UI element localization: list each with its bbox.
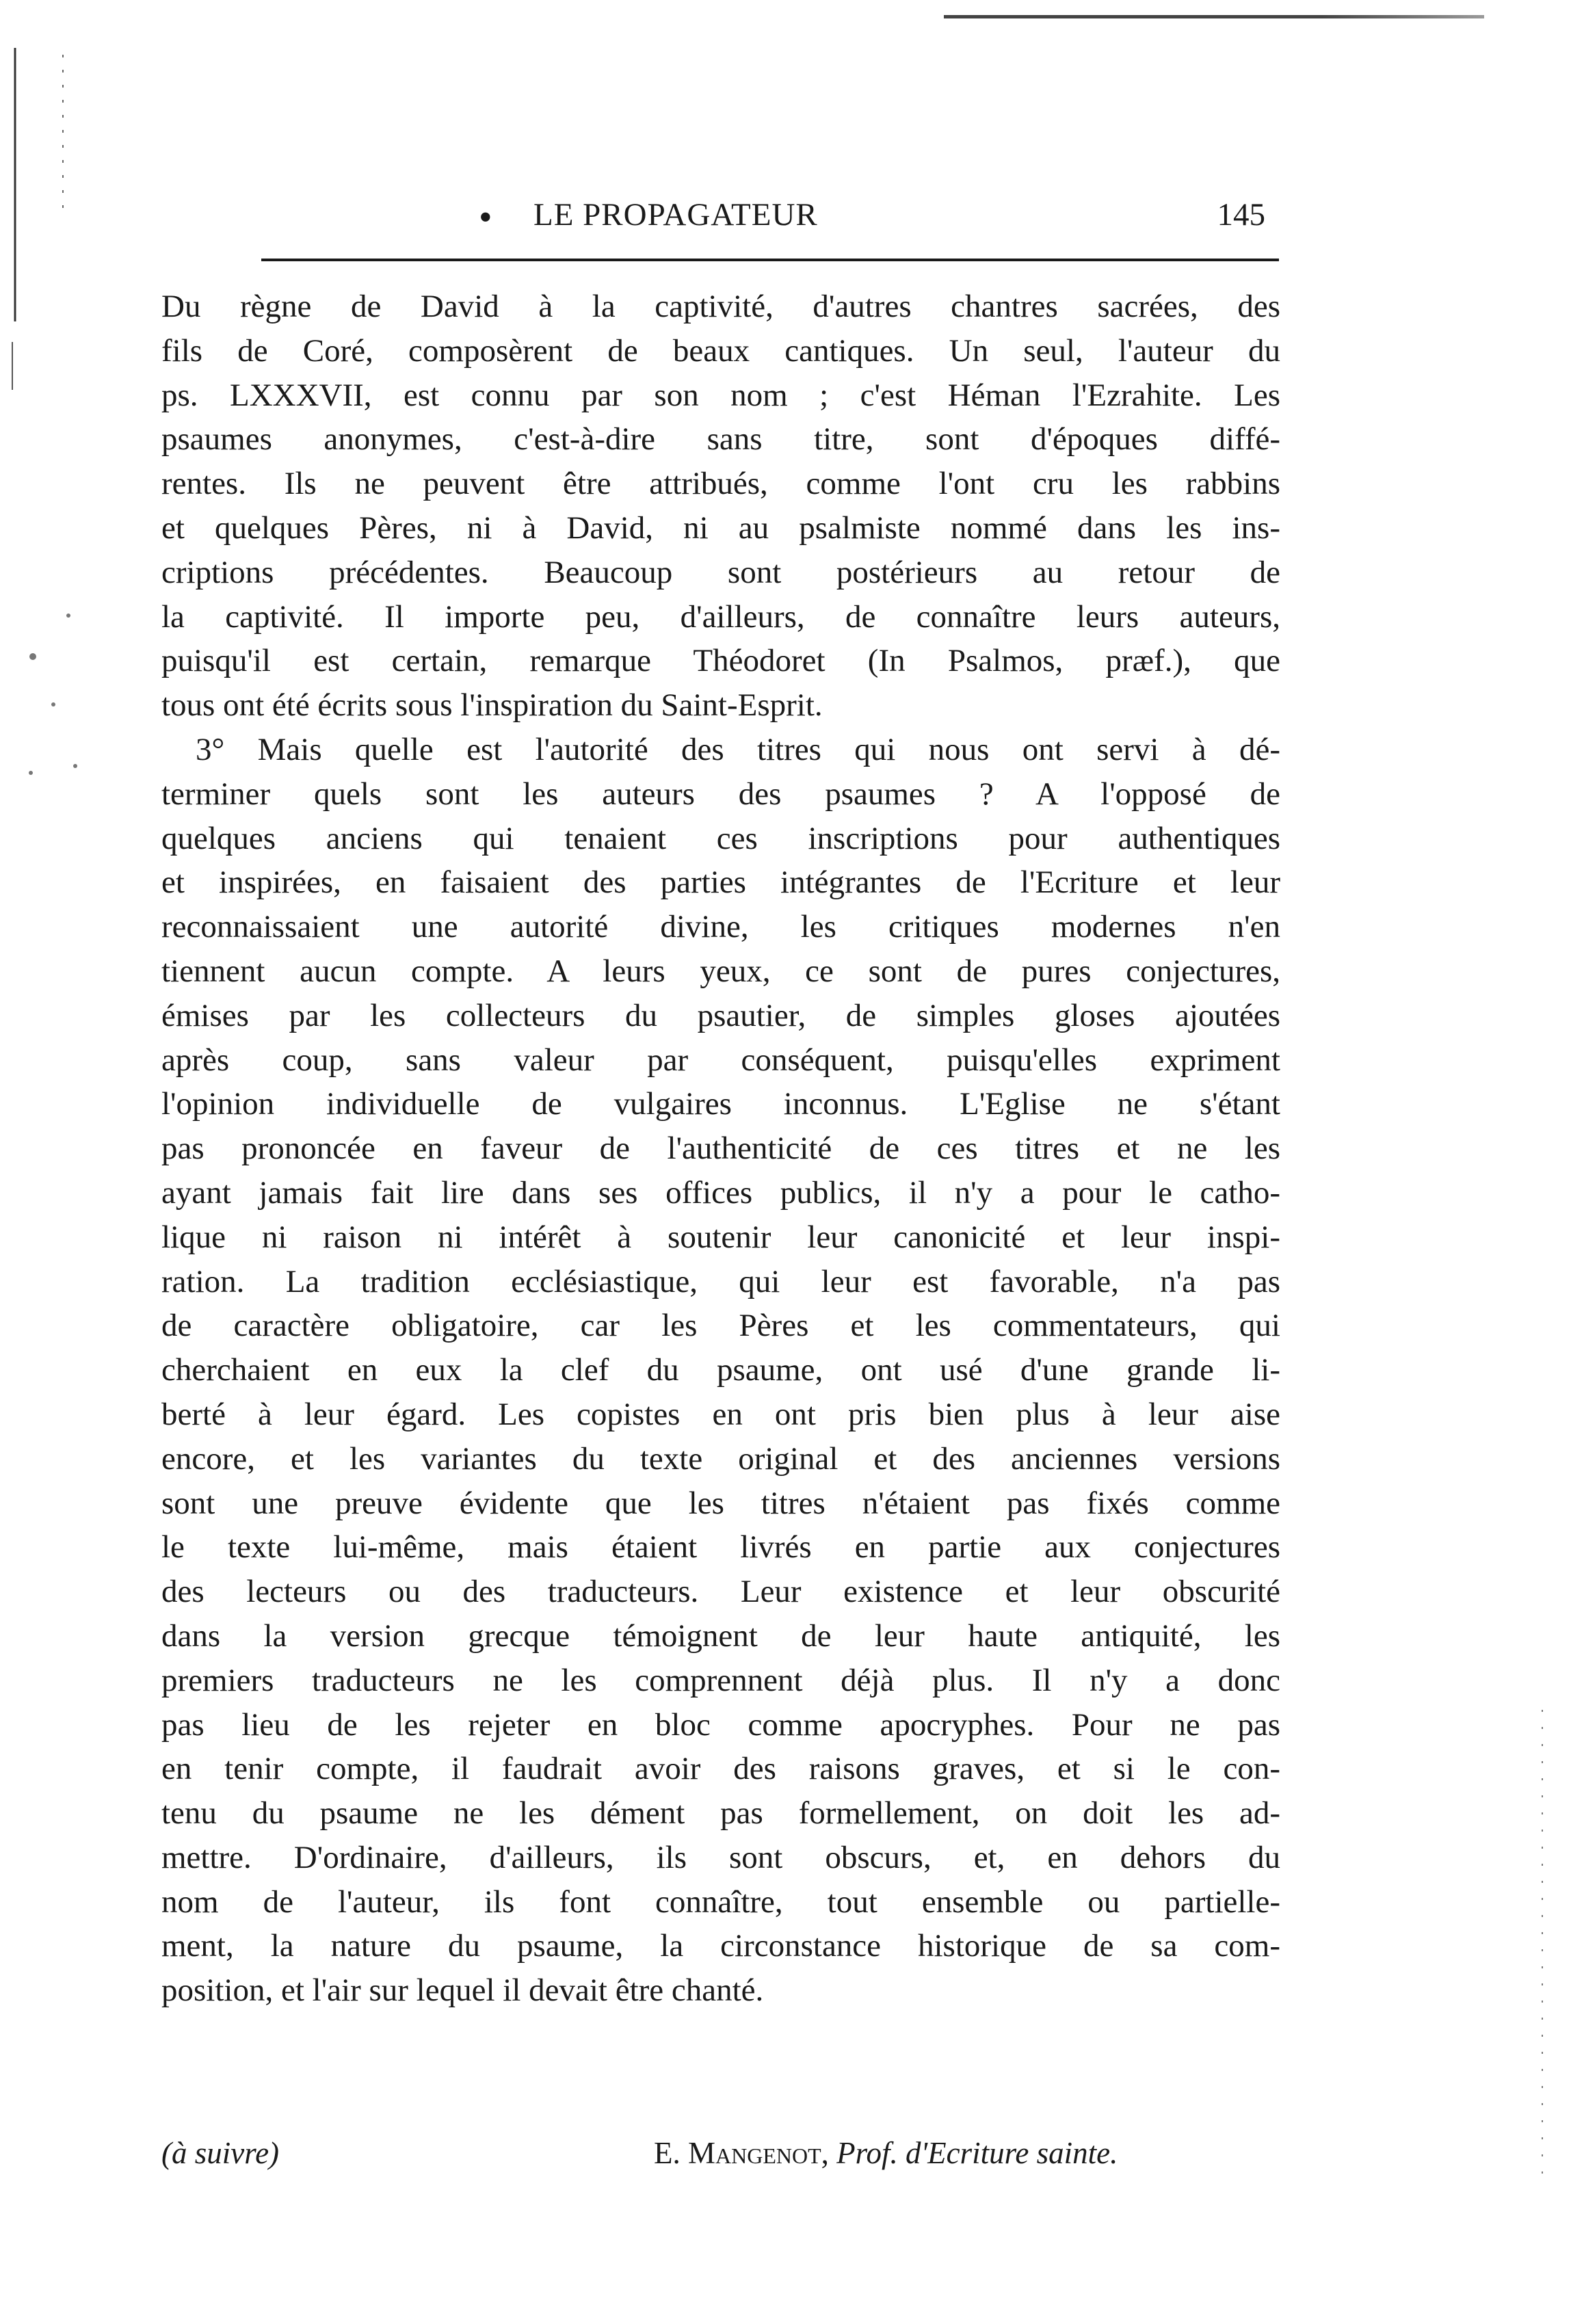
text-line: premiers traducteurs ne les comprennent déjà plus. Il n'y a donc <box>161 1662 1280 1698</box>
text-line: ps. LXXXVII, est connu par son nom ; c'est Héman l'Ezrahite. Les <box>161 377 1280 413</box>
running-header <box>157 185 1279 239</box>
signature-name: Mangenot, <box>688 2136 829 2170</box>
margin-scan-marks <box>0 0 82 2324</box>
text-line: sont une preuve évidente que les titres n'étaient pas fixés comme <box>161 1485 1280 1521</box>
text-line: berté à leur égard. Les copistes en ont pris bien plus à leur aise <box>161 1396 1280 1432</box>
text-line: de caractère obligatoire, car les Pères et les commentateurs, qui <box>161 1308 1280 1344</box>
text-line: Du règne de David à la captivité, d'autres chantres sacrées, des <box>161 289 1280 324</box>
text-line: terminer quels sont les auteurs des psaumes ? A l'opposé de <box>161 776 1280 812</box>
paragraph-2 <box>161 728 1280 2013</box>
header-rule <box>261 259 1279 261</box>
text-line: mettre. D'ordinaire, d'ailleurs, ils sont obscurs, et, en dehors du <box>161 1839 1280 1875</box>
text-line: rentes. Ils ne peuvent être attribués, comme l'ont cru les rabbins <box>161 466 1280 502</box>
text-line: émises par les collecteurs du psautier, de simples gloses ajoutées <box>161 997 1280 1033</box>
text-line: lique ni raison ni intérêt à soutenir leur canonicité et leur inspi- <box>161 1219 1280 1255</box>
text-line: tenu du psaume ne les dément pas formellement, on doit les ad- <box>161 1795 1280 1832</box>
text-line: et quelques Pères, ni à David, ni au psalmiste nommé dans les ins- <box>161 510 1280 546</box>
text-line: ment, la nature du psaume, la circonstance historique de sa com- <box>161 1928 1280 1964</box>
text-line: encore, et les variantes du texte original et des anciennes versions <box>161 1440 1280 1477</box>
text-line: fils de Coré, composèrent de beaux cantiques. Un seul, l'auteur du <box>161 332 1280 369</box>
text-line: ayant jamais fait lire dans ses offices publics, il n'y a pour le catho- <box>161 1174 1280 1211</box>
signature-title: Prof. d'Ecriture sainte. <box>836 2136 1118 2170</box>
text-line: la captivité. Il importe peu, d'ailleurs, de connaître leurs auteurs, <box>161 598 1280 635</box>
text-line: position, et l'air sur lequel il devait être chanté. <box>161 1972 764 2009</box>
header-bullet: • <box>479 196 492 239</box>
text-line: tous ont été écrits sous l'inspiration du Saint-Esprit. <box>161 687 823 724</box>
text-line: dans la version grecque témoignent de leur haute antiquité, les <box>161 1617 1280 1654</box>
signature-initial: E. <box>654 2136 681 2170</box>
text-line: le texte lui-même, mais étaient livrés en partie aux conjectures <box>161 1529 1280 1566</box>
text-line: après coup, sans valeur par conséquent, puisqu'elles expriment <box>161 1042 1280 1078</box>
body-text <box>161 285 1280 2013</box>
scan-artifact-rule <box>944 15 1484 18</box>
journal-title: LE PROPAGATEUR <box>533 197 818 233</box>
text-line: puisqu'il est certain, remarque Théodoret (In Psalmos, præf.), que <box>161 643 1280 679</box>
text-line: et inspirées, en faisaient des parties intégrantes de l'Ecriture et leur <box>161 864 1280 901</box>
text-line: nom de l'auteur, ils font connaître, tout ensemble ou partielle- <box>161 1884 1280 1920</box>
text-line: en tenir compte, il faudrait avoir des raisons graves, et si le con- <box>161 1751 1280 1787</box>
text-line: quelques anciens qui tenaient ces inscriptions pour authentiques <box>161 820 1280 856</box>
text-line: des lecteurs ou des traducteurs. Leur existence et leur obscurité <box>161 1574 1280 1610</box>
continue-note: (à suivre) <box>161 2136 280 2170</box>
text-line: cherchaient en eux la clef du psaume, ont usé d'une grande li- <box>161 1352 1280 1388</box>
text-line: pas prononcée en faveur de l'authenticité de ces titres et ne les <box>161 1131 1280 1167</box>
text-line: pas lieu de les rejeter en bloc comme apocryphes. Pour ne pas <box>161 1706 1280 1743</box>
author-signature <box>654 2131 1118 2175</box>
text-line: 3° Mais quelle est l'autorité des titres qui nous ont servi à dé- <box>196 731 1280 767</box>
text-line: l'opinion individuelle de vulgaires inconnus. L'Eglise ne s'étant <box>161 1086 1280 1122</box>
margin-scan-marks-right <box>1532 1710 1553 2189</box>
text-line: criptions précédentes. Beaucoup sont postérieurs au retour de <box>161 554 1280 590</box>
page-number: 145 <box>1217 197 1265 233</box>
text-line: reconnaissaient une autorité divine, les critiques modernes n'en <box>161 909 1280 945</box>
text-line: ration. La tradition ecclésiastique, qui leur est favorable, n'a pas <box>161 1263 1280 1299</box>
paragraph-1 <box>161 285 1280 728</box>
text-line: tiennent aucun compte. A leurs yeux, ce sont de pures conjectures, <box>161 953 1280 989</box>
text-line: psaumes anonymes, c'est-à-dire sans titre, sont d'époques diffé- <box>161 421 1280 458</box>
